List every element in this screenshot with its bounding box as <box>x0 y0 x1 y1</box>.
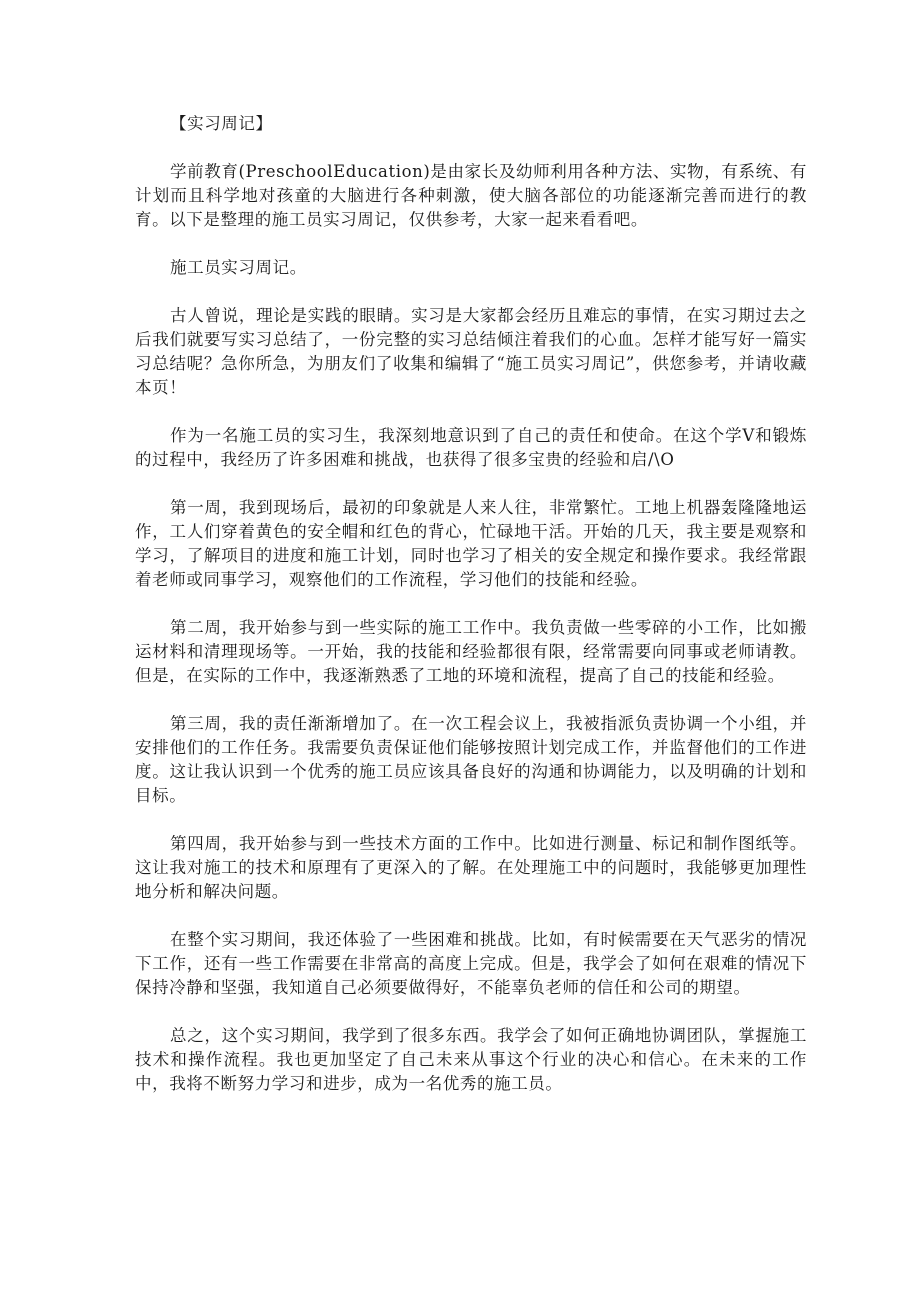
document-title: 【实习周记】 <box>170 114 273 133</box>
paragraph-week-4: 第四周，我开始参与到一些技术方面的工作中。比如进行测量、标记和制作图纸等。这让我对施工的技术和原理有了更深入的了解。在处理施工中的问题时，我能够更加理性地分析和解决问题。 <box>135 834 807 901</box>
paragraph-opening: 作为一名施工员的实习生，我深刻地意识到了自己的责任和使命。在这个学V和锻炼的过程中，我经历了许多困难和挑战，也获得了很多宝贵的经验和启/\O <box>135 426 807 469</box>
paragraph-challenges: 在整个实习期间，我还体验了一些困难和挑战。比如，有时候需要在天气恶劣的情况下工作，还有一些工作需要在非常高的高度上完成。但是，我学会了如何在艰难的情况下保持冷静和坚强，我知道自己必须要做得好，不能辜负老师的信任和公司的期望。 <box>135 930 807 997</box>
paragraph-preface: 古人曾说，理论是实践的眼睛。实习是大家都会经历且难忘的事情，在实习期过去之后我们就要写实习总结了，一份完整的实习总结倾注着我们的心血。怎样才能写好一篇实习总结呢？急你所急，为朋友们了收集和编辑了“施工员实习周记”，供您参考，并请收藏本页！ <box>135 306 807 397</box>
document-body <box>135 112 807 1120</box>
paragraph-conclusion: 总之，这个实习期间，我学到了很多东西。我学会了如何正确地协调团队，掌握施工技术和操作流程。我也更加坚定了自己未来从事这个行业的决心和信心。在未来的工作中，我将不断努力学习和进步，成为一名优秀的施工员。 <box>135 1026 807 1093</box>
paragraph-week-3: 第三周，我的责任渐渐增加了。在一次工程会议上，我被指派负责协调一个小组，并安排他们的工作任务。我需要负责保证他们能够按照计划完成工作，并监督他们的工作进度。这让我认识到一个优秀的施工员应该具备良好的沟通和协调能力，以及明确的计划和目标。 <box>135 714 807 805</box>
paragraph-week-1: 第一周，我到现场后，最初的印象就是人来人往，非常繁忙。工地上机器轰隆隆地运作，工人们穿着黄色的安全帽和红色的背心，忙碌地干活。开始的几天，我主要是观察和学习，了解项目的进度和施工计划，同时也学习了相关的安全规定和操作要求。我经常跟着老师或同事学习，观察他们的工作流程，学习他们的技能和经验。 <box>135 498 807 589</box>
paragraph-subtitle: 施工员实习周记。 <box>170 258 307 277</box>
paragraph-week-2: 第二周，我开始参与到一些实际的施工工作中。我负责做一些零碎的小工作，比如搬运材料和清理现场等。一开始，我的技能和经验都很有限，经常需要向同事或老师请教。但是，在实际的工作中，我逐渐熟悉了工地的环境和流程，提高了自己的技能和经验。 <box>135 618 807 685</box>
paragraph-intro: 学前教育(PreschoolEducation)是由家长及幼师利用各种方法、实物，有系统、有计划而且科学地对孩童的大脑进行各种刺激，使大脑各部位的功能逐渐完善而进行的教育。以下是整理的施工员实习周记，仅供参考，大家一起来看看吧。 <box>135 162 807 229</box>
